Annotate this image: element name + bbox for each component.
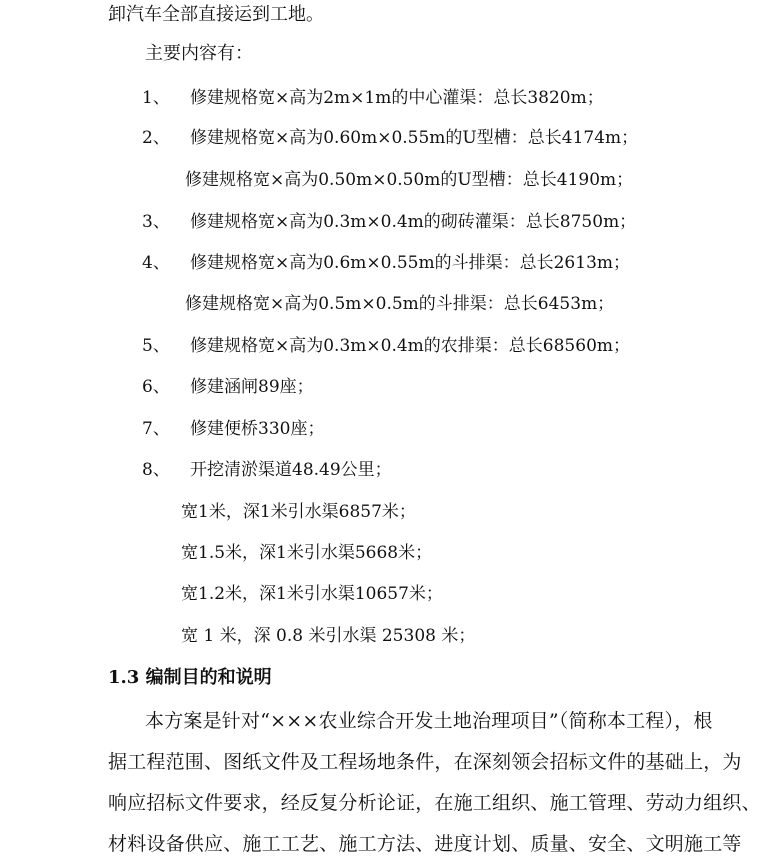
- item-text: 修建规格宽×高为0.5m×0.5m的斗排渠：总长6453m；: [185, 294, 615, 314]
- item-text: 修建规格宽×高为0.3m×0.4m的农排渠：总长68560m；: [190, 336, 630, 356]
- sub-item: 宽 1 米，深 0.8 米引水渠 25308 米；: [181, 626, 476, 646]
- item-number: 7、: [142, 419, 170, 439]
- intro-tail-line: 卸汽车全部直接运到工地。: [108, 4, 324, 25]
- item-text: 修建规格宽×高为0.3m×0.4m的砌砖灌渠：总长8750m；: [190, 212, 637, 232]
- item-number: 3、: [142, 212, 170, 232]
- paragraph-line: 材料设备供应、施工工艺、施工方法、进度计划、质量、安全、文明施工等: [108, 833, 742, 855]
- main-content-label: 主要内容有：: [145, 43, 253, 64]
- item-text: 修建规格宽×高为0.60m×0.55m的U型槽：总长4174m；: [190, 128, 639, 148]
- item-text: 修建规格宽×高为2m×1m的中心灌渠：总长3820m；: [190, 88, 604, 108]
- sub-item: 宽1.2米，深1米引水渠10657米；: [181, 584, 443, 604]
- item-number: 5、: [142, 336, 170, 356]
- item-text: 开挖清淤渠道48.49公里；: [190, 460, 392, 480]
- item-number: 2、: [142, 128, 170, 148]
- section-heading: 1.3 编制目的和说明: [108, 667, 272, 688]
- sub-item: 宽1.5米，深1米引水渠5668米；: [181, 543, 433, 563]
- sub-item: 宽1米，深1米引水渠6857米；: [181, 502, 416, 522]
- paragraph-line: 本方案是针对“×××农业综合开发土地治理项目”（简称本工程），根: [145, 710, 713, 732]
- item-number: 1、: [142, 88, 170, 108]
- item-text: 修建便桥330座；: [190, 419, 325, 439]
- item-text: 修建规格宽×高为0.6m×0.55m的斗排渠：总长2613m；: [190, 253, 630, 273]
- item-number: 4、: [142, 253, 170, 273]
- paragraph-line: 据工程范围、图纸文件及工程场地条件，在深刻领会招标文件的基础上，为: [108, 751, 742, 773]
- paragraph-line: 响应招标文件要求，经反复分析论证，在施工组织、施工管理、劳动力组织、: [108, 792, 761, 814]
- item-text: 修建涵闸89座；: [190, 377, 314, 397]
- item-number: 8、: [142, 460, 170, 480]
- item-number: 6、: [142, 377, 170, 397]
- item-text: 修建规格宽×高为0.50m×0.50m的U型槽：总长4190m；: [185, 170, 634, 190]
